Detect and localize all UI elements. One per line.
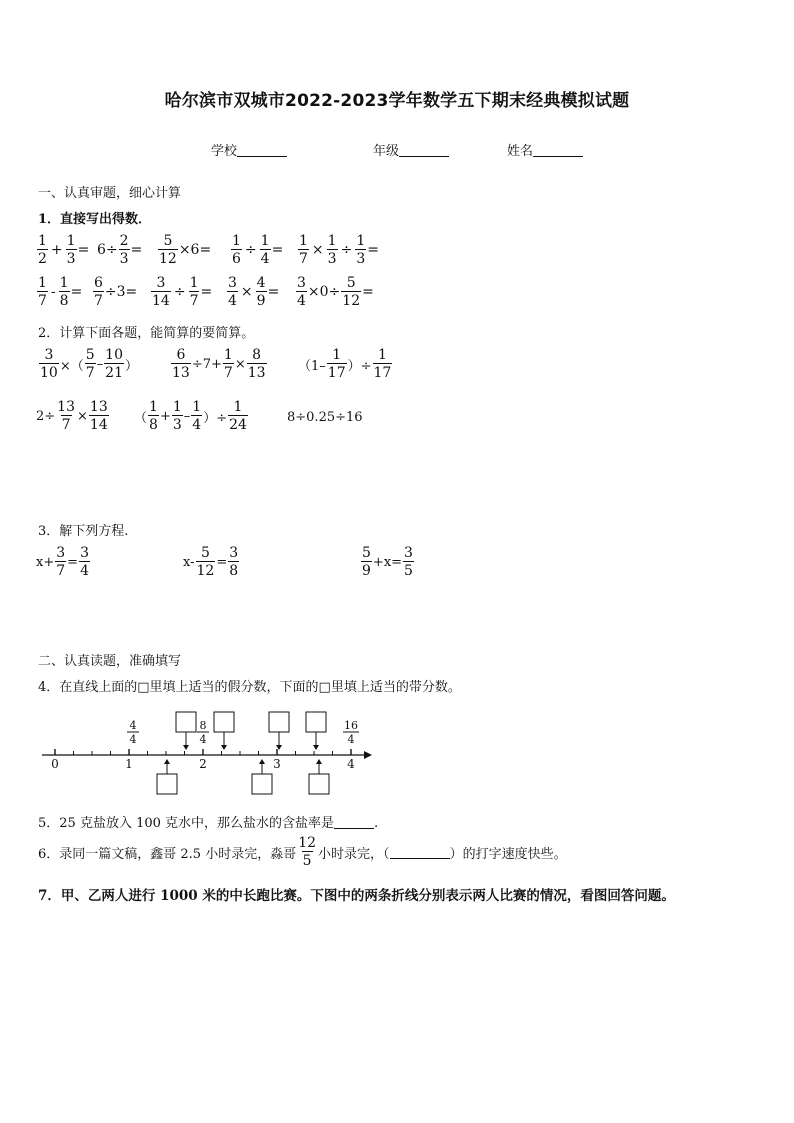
frac-above-1-num: 4 [129, 719, 137, 732]
q1-r2-e4: $\frac{3}{4}$ × $\frac{4}{9}$ = [228, 275, 280, 309]
number-line-arrowhead [364, 751, 372, 759]
box-below-1[interactable] [157, 774, 177, 794]
q1-r2-e1: $\frac{1}{7}$ - $\frac{1}{8}$ = [38, 275, 83, 309]
arrowhead-down-1 [183, 745, 189, 750]
arrowhead-down-4 [313, 745, 319, 750]
q6-pre: 6．录同一篇文稿，鑫哥 2.5 小时录完，淼哥 [38, 846, 297, 862]
number-line-diagram [36, 706, 376, 798]
tick-label-3: 3 [273, 757, 281, 771]
tick-label-0: 0 [51, 757, 59, 771]
box-below-3[interactable] [309, 774, 329, 794]
grade-field [373, 140, 449, 159]
q1-r2-e3: $\frac{3}{14}$ ÷ $\frac{1}{7}$ = [152, 275, 213, 309]
name-label: 姓名 [507, 144, 534, 159]
frac-above-2-den: 4 [199, 733, 207, 746]
q1-r1-e4: $\frac{1}{6}$ ÷ $\frac{1}{4}$ = [232, 233, 284, 267]
q5-answer-blank[interactable] [334, 815, 374, 829]
q5 [38, 812, 378, 831]
q1-r1-e5: $\frac{1}{7}$ × $\frac{1}{3}$ ÷ $\frac{1}{3}$ = [299, 233, 379, 267]
q2-e5: （ $\frac{1}{8}$ + $\frac{1}{3}$ – $\frac{1}{4}$ ）÷ $\frac{1}{24}$ [134, 399, 247, 433]
q7-prompt: 7．甲、乙两人进行 1000 米的中长跑比赛。下图中的两条折线分别表示两人比赛的情况，看图回答问题。 [38, 888, 675, 904]
box-below-2[interactable] [252, 774, 272, 794]
q2-prompt: 2．计算下面各题，能简算的要简算。 [38, 326, 255, 341]
q5-tail: . [374, 816, 379, 831]
frac-above-2-num: 8 [199, 719, 207, 732]
q2-e6: 8÷0.25÷16 [287, 410, 363, 425]
major-ticks [55, 749, 351, 755]
q2-e2: $\frac{6}{13}$ ÷7+ $\frac{1}{7}$ × $\frac{8}{13}$ [172, 347, 266, 381]
q3-prompt: 3．解下列方程. [38, 524, 129, 539]
tick-label-1: 1 [125, 757, 133, 771]
frac-above-1-den: 4 [129, 733, 137, 746]
q2-e4: 2÷ $\frac{13}{7}$ × $\frac{13}{14}$ [36, 399, 108, 433]
section-1-heading: 一、认真审题，细心计算 [38, 186, 182, 201]
arrowhead-down-2 [221, 745, 227, 750]
q3-e2: x- $\frac{5}{12}$ = $\frac{3}{8}$ [183, 545, 239, 579]
tick-label-2: 2 [199, 757, 207, 771]
frac-above-3-den: 4 [347, 733, 355, 746]
box-above-4[interactable] [306, 712, 326, 732]
school-blank[interactable] [237, 143, 287, 157]
q2-e3: （1– $\frac{1}{17}$ ）÷ $\frac{1}{17}$ [298, 347, 392, 381]
arrowhead-up-3 [316, 759, 322, 764]
page-title: 哈尔滨市双城市2022-2023学年数学五下期末经典模拟试题 [164, 91, 630, 111]
school-label: 学校 [211, 144, 238, 159]
school-field [211, 140, 287, 159]
grade-label: 年级 [373, 144, 400, 159]
q1-r1-e3: $\frac{5}{12}$ ×6= [159, 233, 212, 267]
q3-e1: x+ $\frac{3}{7}$ = $\frac{3}{4}$ [36, 545, 89, 579]
box-above-2[interactable] [214, 712, 234, 732]
q4-prompt: 4．在直线上面的□里填上适当的假分数，下面的□里填上适当的带分数。 [38, 680, 461, 695]
tick-label-4: 4 [347, 757, 355, 771]
name-blank[interactable] [533, 143, 583, 157]
q1-prompt: 1．直接写出得数． [38, 212, 152, 227]
q2-e1: $\frac{3}{10}$ ×（ $\frac{5}{7}$ – $\frac{10}{21}$ ） [40, 347, 138, 381]
q1-r1-e2: 6÷ $\frac{2}{3}$ = [97, 233, 143, 267]
arrowhead-up-2 [259, 759, 265, 764]
q6-mid: 小时录完，（ [318, 846, 390, 862]
q6-answer-blank[interactable] [390, 845, 450, 859]
q1-r2-e5: $\frac{3}{4}$ ×0÷ $\frac{5}{12}$ = [297, 275, 374, 309]
q6-post: ）的打字速度快些。 [449, 846, 567, 862]
grade-blank[interactable] [399, 143, 449, 157]
q6 [38, 836, 567, 868]
section-2-heading: 二、认真读题，准确填写 [38, 654, 182, 669]
name-field [507, 140, 583, 159]
q1-r2-e2: $\frac{6}{7}$ ÷3= [94, 275, 138, 309]
q5-text: 5．25 克盐放入 100 克水中，那么盐水的含盐率是 [38, 816, 335, 831]
q3-e3: $\frac{5}{9}$ +x= $\frac{3}{5}$ [362, 545, 413, 579]
box-above-1[interactable] [176, 712, 196, 732]
q1-r1-e1: $\frac{1}{2}$ + $\frac{1}{3}$ = [38, 233, 90, 267]
frac-above-3-num: 16 [344, 719, 358, 732]
q6-fraction: $\frac{12}{5}$ [298, 835, 317, 869]
box-above-3[interactable] [269, 712, 289, 732]
arrowhead-up-1 [164, 759, 170, 764]
